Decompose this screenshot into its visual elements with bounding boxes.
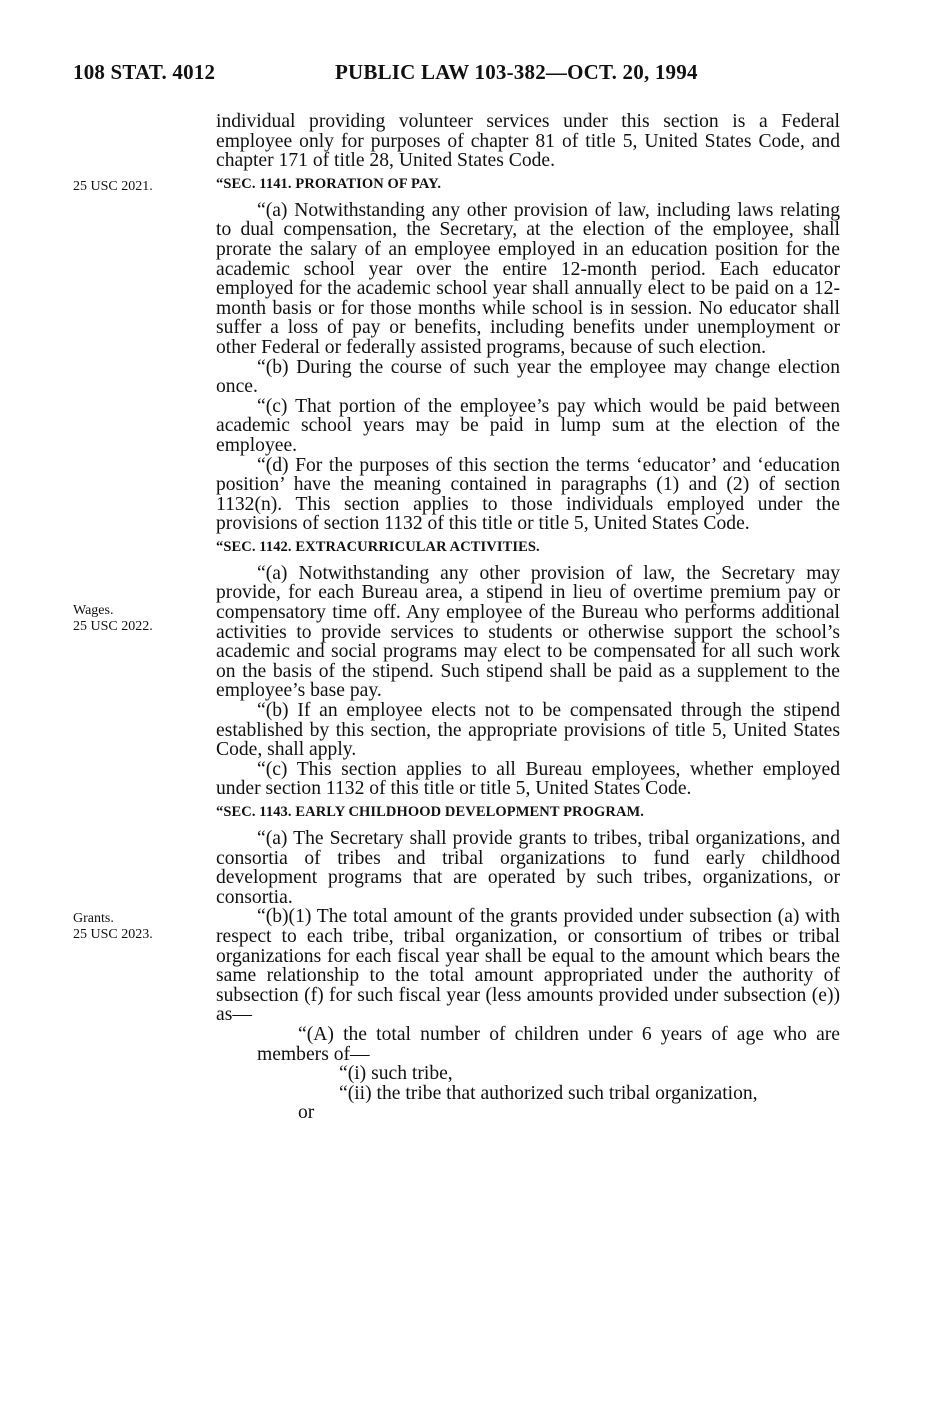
section-1143-b1-A: “(A) the total number of children under 6 years of age who are members of— (257, 1023, 840, 1065)
paragraph-continuation: individual providing volunteer services under this section is a Federal employee only for purposes of chapter 81 of title 5, United States Code, and chapter 171 of title 28, United States Code. (216, 111, 840, 172)
main-text (216, 112, 840, 1123)
section-1142-a: “(a) Notwithstanding any other provision of law, the Secretary may provide, for each Bureau area, a stipend in lieu of overtime premium pay or compensatory time off. Any employee of the Bureau who performs additional activities to provide services to students or otherwise support the school’s academic and social programs may elect to be compensated for all such work on the basis of the stipend. Such stipend shall be paid as a supplement to the employee’s base pay. (216, 562, 840, 702)
page-header (73, 60, 843, 90)
section-1141-a: “(a) Notwithstanding any other provision of law, including laws relating to dual compensation, the Secretary, at the election of the employee, shall prorate the salary of an employee employed in an education position for the academic school year over the entire 12-month period. Each educator employed for the academic school year shall annually elect to be paid on a 12-month basis or for those months while school is in session. No educator shall suffer a loss of pay or benefits, including benefits under unemployment or other Federal or federally assisted programs, because of such election. (216, 199, 840, 358)
section-1142-b: “(b) If an employee elects not to be compensated through the stipend established by this section, the appropriate provisions of title 5, United States Code, shall apply. (216, 700, 840, 761)
section-1141-c: “(c) That portion of the employee’s pay which would be paid between academic school years may be paid in lump sum at the election of the employee. (216, 395, 840, 456)
margin-usc-2021: 25 USC 2021. (73, 179, 153, 194)
margin-note-2022 (73, 603, 203, 635)
section-1143-or: or (298, 1102, 315, 1124)
section-1141-heading: “SEC. 1141. PRORATION OF PAY. (216, 175, 442, 192)
margin-usc-2022: 25 USC 2022. (73, 619, 153, 634)
stat-page-number: 108 STAT. 4012 (73, 60, 216, 84)
margin-note-2023 (73, 911, 203, 943)
margin-grants: Grants. (73, 911, 114, 926)
public-law-title: PUBLIC LAW 103-382—OCT. 20, 1994 (335, 60, 698, 84)
section-1143-heading: “SEC. 1143. EARLY CHILDHOOD DEVELOPMENT PROGRAM. (216, 804, 645, 820)
margin-wages: Wages. (73, 603, 114, 618)
section-1141-d: “(d) For the purposes of this section the terms ‘educator’ and ‘education position’ have the meaning contained in paragraphs (1) and (2) of section 1132(n). This section applies to those individuals employed under the provisions of section 1132 of this title or title 5, United States Code. (216, 454, 840, 535)
margin-note-2021 (73, 179, 203, 195)
margin-usc-2023: 25 USC 2023. (73, 927, 153, 942)
section-1143-a: “(a) The Secretary shall provide grants to tribes, tribal organizations, and consortia of tribes and tribal organizations to fund early childhood development programs that are operated by such tribes, organizations, or consortia. (216, 828, 840, 908)
section-1142-heading: “SEC. 1142. EXTRACURRICULAR ACTIVITIES. (216, 538, 540, 555)
section-1143-b1-A-ii: “(ii) the tribe that authorized such tribal organization, (339, 1082, 758, 1104)
section-1143-b1-A-i: “(i) such tribe, (339, 1063, 453, 1085)
section-1143-b1: “(b)(1) The total amount of the grants provided under subsection (a) with respect to each tribe, tribal organization, or consortium of tribes or tribal organizations for each fiscal year shall be equal to the amount which bears the same relationship to the total amount appropriated under the authority of subsection (f) for such fiscal year (less amounts provided under subsection (e)) as— (216, 906, 840, 1026)
section-1142-c: “(c) This section applies to all Bureau employees, whether employed under section 1132 of this title or title 5, United States Code. (216, 758, 840, 800)
section-1141-b: “(b) During the course of such year the employee may change election once. (216, 356, 840, 398)
